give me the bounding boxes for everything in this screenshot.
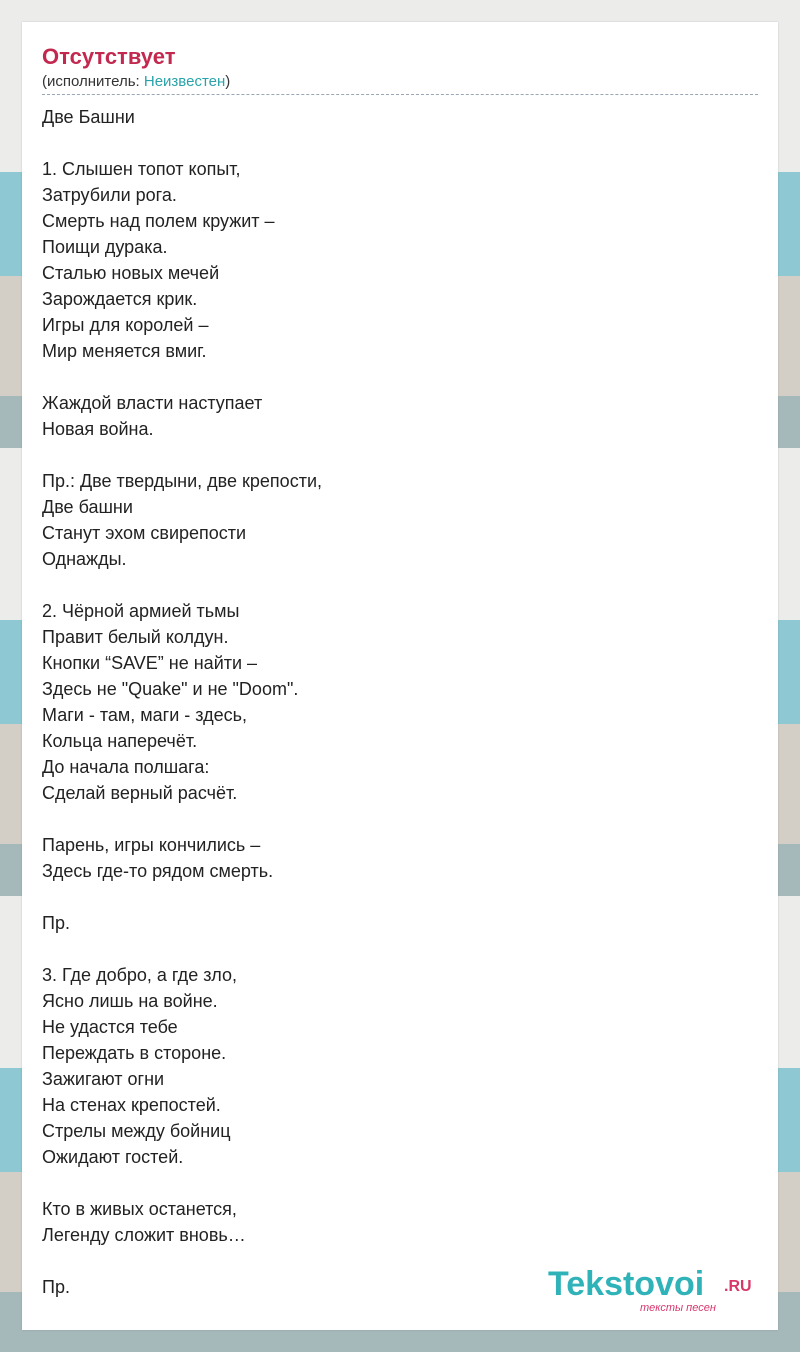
lyric-line — [42, 884, 322, 910]
lyric-line: Не удастся тебе — [42, 1017, 178, 1037]
lyric-line — [42, 364, 322, 390]
lyric-line: 3. Где добро, а где зло, — [42, 965, 237, 985]
lyric-line: Сталью новых мечей — [42, 263, 220, 283]
lyric-line: 1. Слышен топот копыт, — [42, 159, 241, 179]
song-title: Отсутствует — [42, 44, 176, 69]
lyric-line: Кто в живых останется, — [42, 1199, 237, 1219]
lyric-line — [42, 572, 322, 598]
lyric-line: Затрубили рога. — [42, 185, 177, 205]
lyric-line — [42, 442, 322, 468]
artist-suffix: ) — [225, 73, 231, 90]
lyrics-card — [22, 22, 778, 1330]
lyric-line — [42, 936, 322, 962]
lyric-line: Пр. — [42, 1277, 70, 1297]
artist-link[interactable]: Неизвестен — [143, 73, 226, 90]
lyric-line: Поищи дурака. — [42, 237, 168, 257]
lyric-line: Парень, игры кончились – — [42, 835, 261, 855]
lyric-line: Правит белый колдун. — [42, 627, 229, 647]
song-header — [42, 42, 758, 95]
lyric-line: Пр. — [42, 913, 70, 933]
lyric-line: На стенах крепостей. — [42, 1095, 221, 1115]
lyric-line: Маги - там, маги - здесь, — [42, 705, 248, 725]
lyric-line: Пр.: Две твердыни, две крепости, — [42, 471, 322, 491]
lyric-line: Однажды. — [42, 549, 127, 569]
lyric-line: Две Башни — [42, 107, 135, 127]
lyric-line: Здесь где-то рядом смерть. — [42, 861, 274, 881]
lyric-line: Ожидают гостей. — [42, 1147, 184, 1167]
lyric-line: Зарождается крик. — [42, 289, 198, 309]
artist-line — [42, 72, 758, 92]
lyric-line: Легенду сложит вновь… — [42, 1225, 246, 1245]
lyric-line: Стрелы между бойниц — [42, 1121, 231, 1141]
lyric-line: 2. Чёрной армией тьмы — [42, 601, 240, 621]
artist-prefix: (исполнитель: — [42, 73, 144, 90]
lyric-line: Мир меняется вмиг. — [42, 341, 207, 361]
lyric-line: Здесь не "Quake" и не "Doom". — [42, 679, 299, 699]
lyric-line: Кнопки “SAVE” не найти – — [42, 653, 258, 673]
logo-tld: .RU — [724, 1278, 752, 1295]
site-logo[interactable] — [548, 1264, 758, 1314]
lyric-line: Сделай верный расчёт. — [42, 783, 238, 803]
lyric-line: Переждать в стороне. — [42, 1043, 227, 1063]
lyric-line: Жаждой власти наступает — [42, 393, 263, 413]
lyric-line: До начала полшага: — [42, 757, 210, 777]
lyric-line: Кольца наперечёт. — [42, 731, 198, 751]
lyric-line — [42, 806, 322, 832]
lyric-line — [42, 1248, 322, 1274]
lyric-line: Две башни — [42, 497, 133, 517]
lyrics-text — [42, 104, 322, 1300]
lyric-line — [42, 130, 322, 156]
lyric-line: Игры для королей – — [42, 315, 209, 335]
lyric-line: Ясно лишь на войне. — [42, 991, 218, 1011]
lyric-line: Зажигают огни — [42, 1069, 165, 1089]
lyric-line: Новая война. — [42, 419, 154, 439]
lyric-line — [42, 1170, 322, 1196]
lyric-line: Станут эхом свирепости — [42, 523, 247, 543]
lyric-line: Смерть над полем кружит – — [42, 211, 275, 231]
logo-tagline: тексты песен — [640, 1302, 716, 1314]
logo-wordmark: Tekstovoi — [548, 1265, 705, 1303]
